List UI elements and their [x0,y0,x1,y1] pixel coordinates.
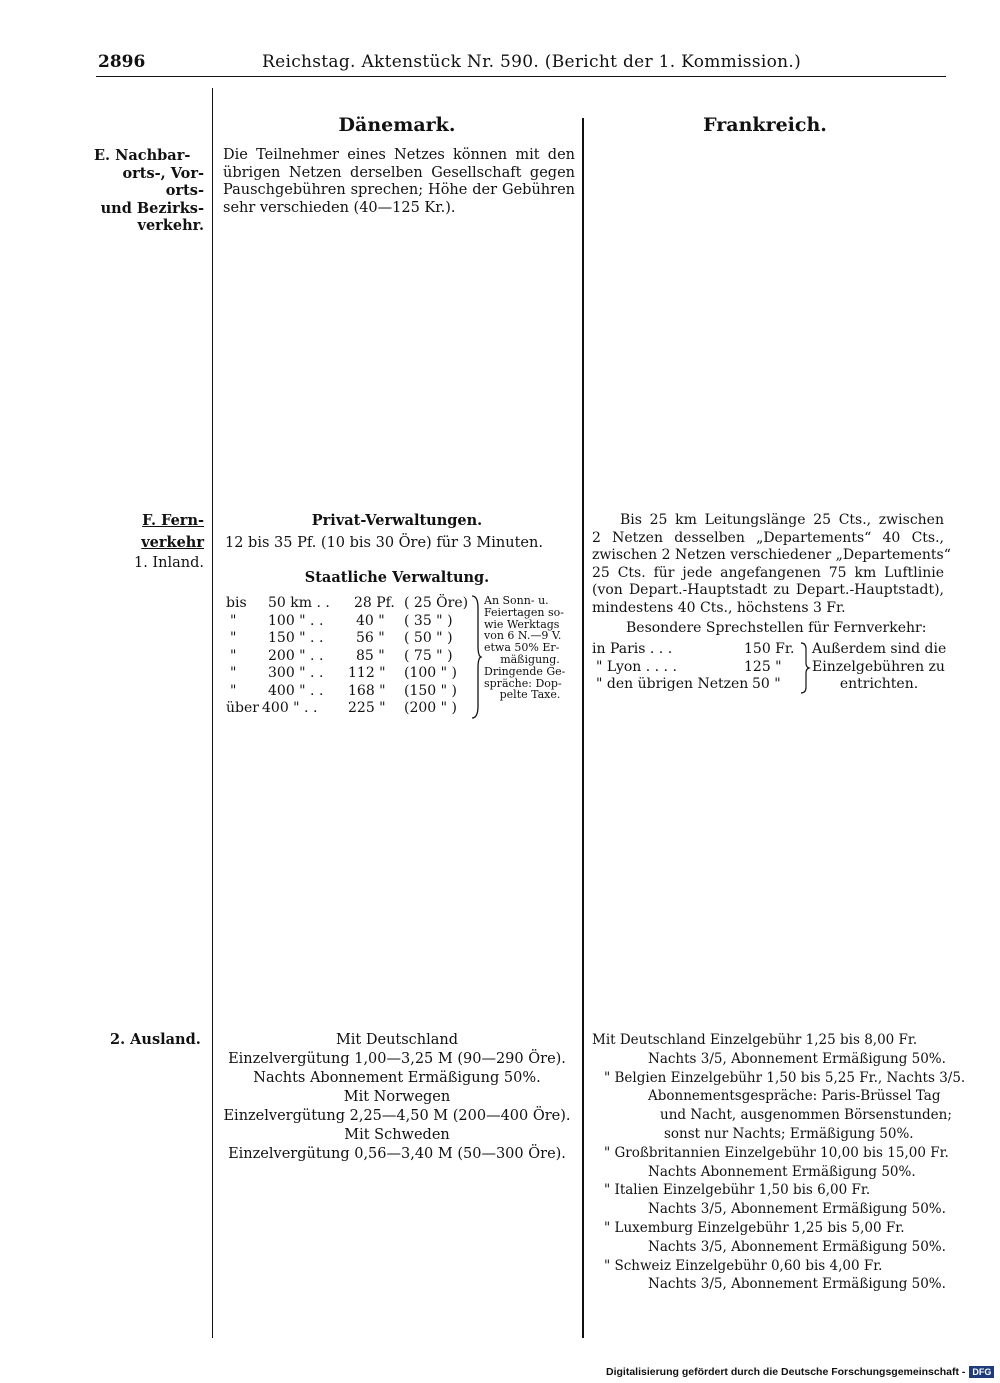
text-line: Mit Norwegen [343,1089,451,1105]
fr-special-title: Besondere Sprechstellen für Fernverkehr: [626,620,927,636]
table-row [226,630,476,648]
places-note-line: Einzelgebühren zu [812,658,945,675]
text-line: Mit Deutschland [335,1032,459,1048]
rate-ore: ( 75 " ) [404,647,453,664]
rate-prefix: " [230,612,237,629]
table-row [226,683,476,701]
text-line: Abonnementsgespräche: Paris-Brüssel Tag [648,1088,941,1105]
rate-pf: 168 " [348,682,386,699]
rate-ore: (100 " ) [404,665,457,681]
rate-prefix: " [230,665,237,681]
text-line: Nachts 3/5, Abonnement Ermäßigung 50%. [648,1050,946,1067]
section-e-label-line: orts- [165,182,204,199]
rate-pf: 28 Pf. [354,595,395,611]
text-line: und Nacht, ausgenommen Börsenstunden; [660,1107,952,1124]
france-inland-text [592,512,951,638]
privat-title: Privat-Verwaltungen. [311,512,483,529]
text-line: Mit Deutschland Einzelgebühr 1,25 bis 8,00 Fr. [592,1032,918,1048]
section-f-sublabel-inland: 1. Inland. [133,555,204,571]
text-line: Pauschgebühren sprechen; Höhe der Gebühren [223,182,575,198]
text-line: Einzelvergütung 2,25—4,50 M (200—400 Öre). [223,1108,571,1124]
text-line: Nachts 3/5, Abonnement Ermäßigung 50%. [648,1238,946,1255]
privat-text: 12 bis 35 Pf. (10 bis 30 Öre) für 3 Minuten. [225,535,543,551]
rates-note-line: Dringende Ge- [484,664,566,678]
section-f-label-line: F. Fern- [142,512,204,529]
rate-prefix: " [230,647,237,664]
places-note-line: Außerdem sind die [812,641,947,657]
text-line: Bis 25 km Leitungslänge 25 Cts., zwischen [620,512,944,528]
rate-ore: ( 25 Öre) [404,595,469,611]
page-number: 2896 [98,52,146,72]
column-title-denmark: Dänemark. [338,114,456,136]
rates-note [484,595,576,701]
rate-km: 400 " . . [268,682,324,699]
rates-note-line: etwa 50% Er- [484,641,560,655]
text-line: 25 Cts. für jede angefangenen 75 km Luftlinie [592,564,944,581]
table-row [592,659,802,677]
rate-km: 400 " . . [262,700,318,716]
table-row [592,676,802,694]
rates-note-line: spräche: Dop- [484,676,562,690]
text-line: Nachts Abonnement Ermäßigung 50%. [648,1163,916,1180]
rates-note-line: pelte Taxe. [499,688,561,702]
place-price: 125 " [744,658,782,675]
staat-title: Staatliche Verwaltung. [304,569,490,586]
rate-ore: (200 " ) [404,700,457,716]
rate-km: 50 km . . [268,595,330,611]
rate-prefix: " [230,682,237,699]
france-ausland-text [592,1031,966,1294]
denmark-ausland-text [215,1031,579,1164]
rate-ore: ( 35 " ) [404,612,453,629]
rate-ore: (150 " ) [404,682,457,699]
table-row [226,665,476,683]
page-header-title: Reichstag. Aktenstück Nr. 590. (Bericht der 1. Kommission.) [262,52,802,72]
fr-places-table [592,641,802,695]
rates-brace [470,594,482,720]
section-e-label-line: verkehr. [137,217,204,234]
rates-note-line: von 6 N.—9 V. [484,629,562,643]
text-line: zwischen 2 Netzen verschiedener „Departements“ [592,547,951,563]
section-f-label [112,512,204,573]
text-line: Die Teilnehmer eines Netzes können mit den [223,147,575,163]
country-column-rule [582,118,584,1338]
text-line: Nachts 3/5, Abonnement Ermäßigung 50%. [648,1201,946,1218]
rate-ore: ( 50 " ) [404,630,453,646]
rate-prefix: bis [226,595,247,611]
section-ausland-label: 2. Ausland. [110,1031,201,1048]
rate-prefix: über [226,700,259,716]
place-name: in Paris . . . [592,641,673,657]
text-line: Mit Schweden [344,1127,450,1143]
dfg-logo: DFG [969,1366,994,1378]
rate-pf: 85 " [356,647,385,664]
places-note [812,641,946,694]
text-line: Nachts 3/5, Abonnement Ermäßigung 50%. [648,1276,946,1293]
table-row [592,641,802,659]
table-row [226,595,476,613]
section-e-label [94,147,204,235]
rate-pf: 40 " [356,612,385,629]
section-e-label-line: orts-, Vor- [122,164,204,182]
rate-pf: 56 " [356,630,385,646]
place-price: 150 Fr. [744,641,795,657]
text-line: (von Depart.-Hauptstadt zu Depart.-Hauptstadt), [592,582,944,598]
rates-note-line: Feiertagen so- [484,605,564,619]
place-name: " den übrigen Netzen [596,676,749,692]
rate-pf: 112 " [348,665,386,681]
rates-table [226,595,476,720]
text-line: Einzelvergütung 1,00—3,25 M (90—290 Öre). [228,1051,566,1067]
places-brace [799,641,811,695]
rate-km: 150 " . . [268,630,324,646]
places-note-line: entrichten. [839,676,919,692]
text-line: " Großbritannien Einzelgebühr 10,00 bis 15,00 Fr. [604,1144,949,1161]
text-line: übrigen Netzen derselben Gesellschaft gegen [223,164,575,181]
label-column-rule [212,88,213,1338]
header-rule [96,76,946,77]
text-line: " Luxemburg Einzelgebühr 1,25 bis 5,00 Fr. [604,1219,905,1236]
place-name: " Lyon . . . . [596,658,677,675]
table-row [226,700,476,718]
section-e-denmark-text [223,147,575,217]
footer-text: Digitalisierung gefördert durch die Deutsche Forschungsgemeinschaft - [606,1366,966,1378]
rate-km: 300 " . . [268,665,324,681]
table-row [226,648,476,666]
section-f-label-line: verkehr [141,533,204,551]
footer [606,1366,994,1378]
rate-prefix: " [230,630,237,646]
text-line: " Belgien Einzelgebühr 1,50 bis 5,25 Fr., Nachts 3/5. [604,1069,966,1086]
text-line: mindestens 40 Cts., höchstens 3 Fr. [592,599,846,616]
text-line: " Italien Einzelgebühr 1,50 bis 6,00 Fr. [604,1182,871,1199]
rates-note-line: wie Werktags [484,617,560,631]
rates-note-line: An Sonn- u. [484,594,549,607]
text-line: sehr verschieden (40—125 Kr.). [223,199,456,216]
place-price: 50 " [752,676,781,692]
rate-km: 100 " . . [268,612,324,629]
text-line: sonst nur Nachts; Ermäßigung 50%. [664,1125,914,1142]
text-line: Nachts Abonnement Ermäßigung 50%. [253,1070,541,1086]
rates-note-line: mäßigung. [500,652,560,666]
rate-km: 200 " . . [268,647,324,664]
column-title-france: Frankreich. [703,114,827,136]
rate-pf: 225 " [348,700,386,716]
text-line: Einzelvergütung 0,56—3,40 M (50—300 Öre). [228,1146,566,1162]
section-e-label-line: E. Nachbar- [94,147,191,164]
text-line: " Schweiz Einzelgebühr 0,60 bis 4,00 Fr. [604,1257,883,1274]
text-line: 2 Netzen desselben „Departements“ 40 Cts., [592,529,944,546]
table-row [226,613,476,631]
section-e-label-line: und Bezirks- [100,199,204,217]
